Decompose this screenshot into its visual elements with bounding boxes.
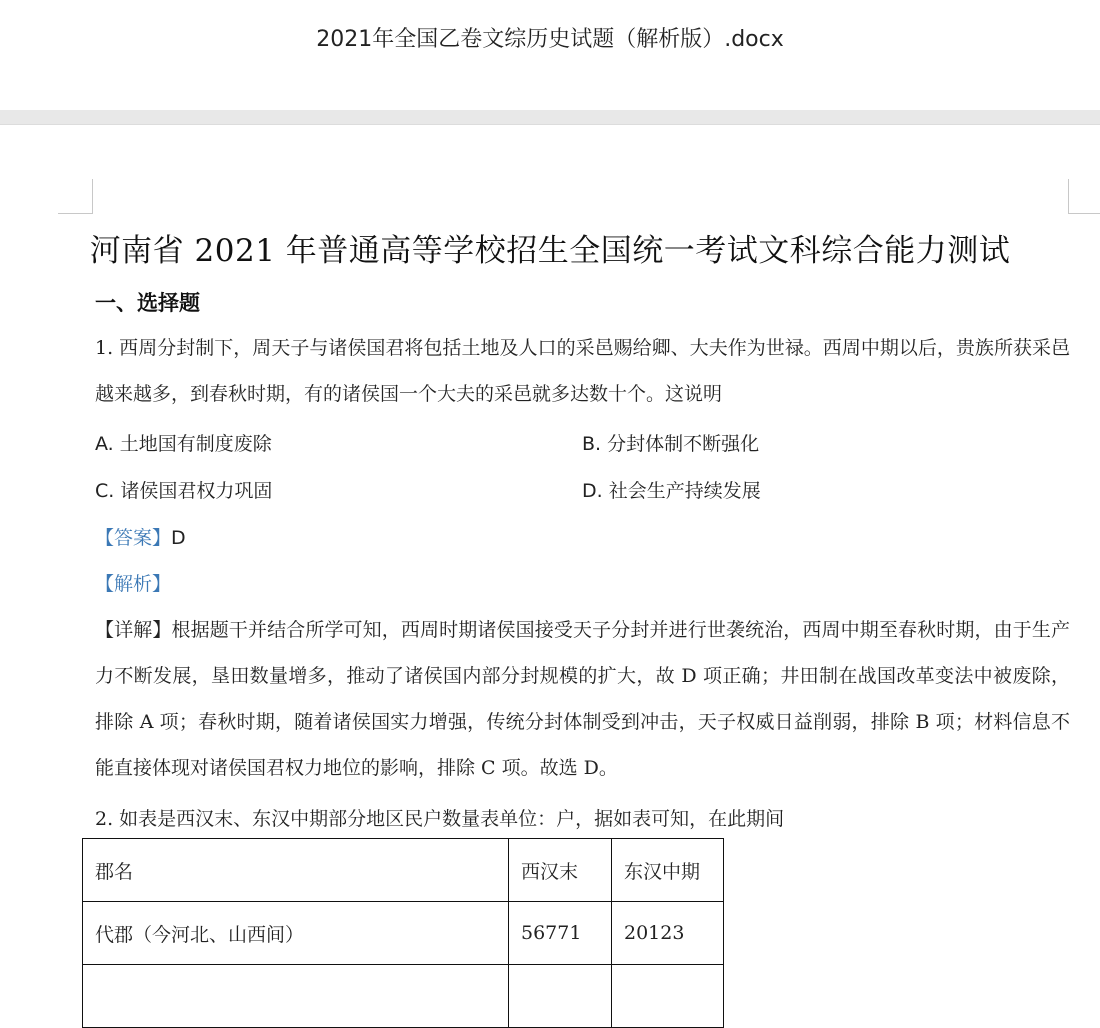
option-a (95, 429, 272, 456)
table-cell (509, 965, 612, 1028)
table-row (83, 965, 724, 1028)
option-d (582, 476, 761, 503)
option-text: 分封体制不断强化 (607, 433, 760, 455)
table-header-cell: 西汉末 (509, 839, 612, 902)
option-text: 土地国有制度废除 (119, 433, 272, 455)
file-title: 2021年全国乙卷文综历史试题（解析版）.docx (316, 27, 784, 52)
table-header-cell: 东汉中期 (612, 839, 724, 902)
population-table (82, 838, 724, 1028)
detail-label: 【详解】 (95, 619, 172, 641)
table-header-cell: 郡名 (83, 839, 509, 902)
section-heading: 一、选择题 (95, 290, 200, 315)
table-cell: 代郡（今河北、山西间） (83, 902, 509, 965)
option-text: 诸侯国君权力巩固 (120, 480, 273, 502)
table-cell: 20123 (612, 902, 724, 965)
answer-label: 【答案】 (95, 527, 172, 549)
answer-line (95, 523, 186, 550)
detail-text: 根据题干并结合所学可知，西周时期诸侯国接受天子分封并进行世袭统治，西周中期至春秋时期，由于生产力不断发展，垦田数量增多，推动了诸侯国内部分封规模的扩大，故 D 项正确；井田制在战国改革变法中被废除，排除 A 项；春秋时期，随着诸侯国实力增强，传统分封体制受到冲击，天子权威日益削弱，排除 B 项；材料信息不能直接体现对诸侯国君权力地位的影响，排除 C 项。故选 D。 (95, 619, 1070, 779)
question-1-stem: 1. 西周分封制下，周天子与诸侯国君将包括土地及人口的采邑赐给卿、大夫作为世禄。西周中期以后，贵族所获采邑越来越多，到春秋时期，有的诸侯国一个大夫的采邑就多达数十个。这说明 (95, 337, 1070, 405)
analysis-line (95, 569, 171, 596)
option-text: 社会生产持续发展 (608, 480, 761, 502)
analysis-label: 【解析】 (95, 573, 172, 595)
option-letter: B. (582, 433, 602, 455)
table-cell: 56771 (509, 902, 612, 965)
table-cell (612, 965, 724, 1028)
option-letter: D. (582, 480, 603, 502)
document-page (0, 125, 1100, 990)
detail-paragraph (95, 607, 1070, 791)
window-header (0, 0, 1100, 110)
table-cell (83, 965, 509, 1028)
option-letter: C. (95, 480, 115, 502)
document-title: 河南省 2021 年普通高等学校招生全国统一考试文科综合能力测试 (89, 233, 1011, 269)
option-c (95, 476, 272, 503)
option-b (582, 429, 759, 456)
margin-corner-mark-left (58, 179, 93, 214)
answer-value: D (171, 527, 186, 549)
question-2-stem: 2. 如表是西汉末、东汉中期部分地区民户数量表单位：户，据如表可知，在此期间 (95, 808, 785, 830)
table-row (83, 902, 724, 965)
page-gutter (0, 110, 1100, 125)
option-letter: A. (95, 433, 114, 455)
table-header-row (83, 839, 724, 902)
margin-corner-mark-right (1068, 179, 1100, 214)
